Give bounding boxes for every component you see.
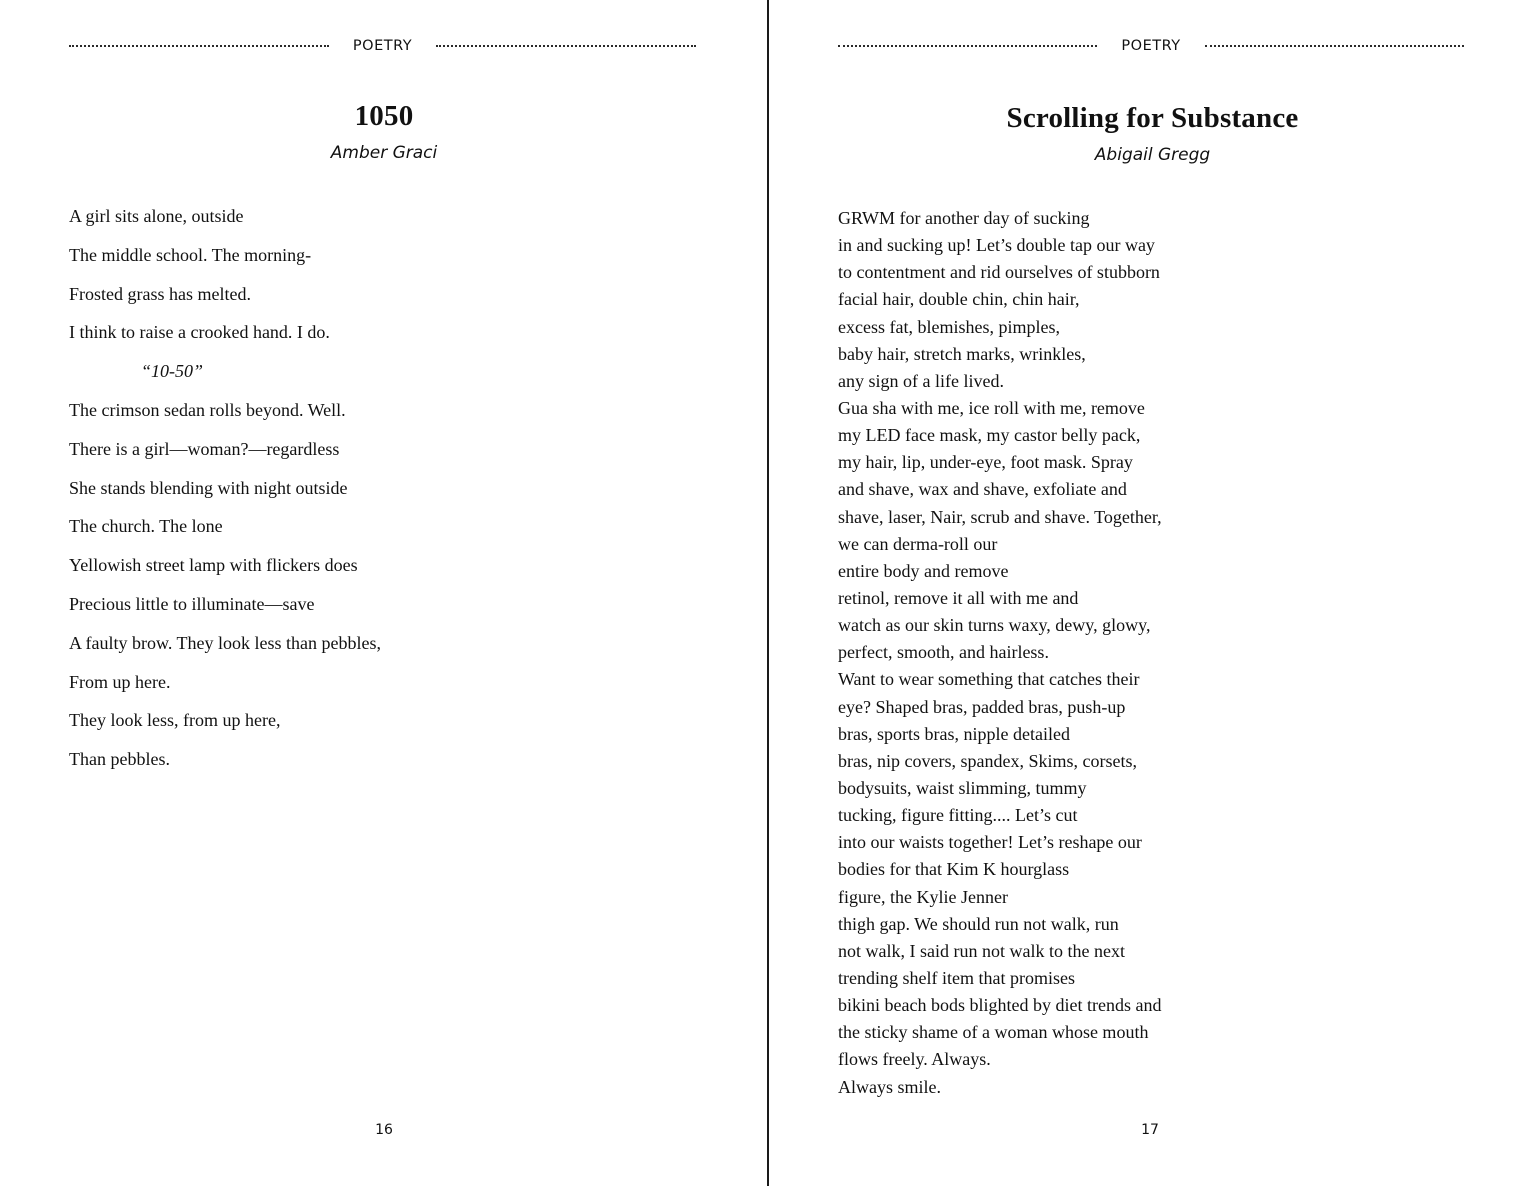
poem-line: into our waists together! Let’s reshape our (838, 832, 1142, 853)
poem-line: my hair, lip, under-eye, foot mask. Spray (838, 452, 1133, 473)
page-number: 16 (375, 1122, 393, 1138)
poem-line: Yellowish street lamp with flickers does (69, 555, 358, 576)
poem-author: Amber Graci (330, 143, 438, 163)
poem-line: Frosted grass has melted. (69, 283, 251, 304)
poem-line: A girl sits alone, outside (69, 206, 244, 226)
poem-line: eye? Shaped bras, padded bras, push-up (838, 696, 1126, 717)
poem-line: the sticky shame of a woman whose mouth (838, 1022, 1149, 1043)
poem-body (69, 203, 381, 785)
poem-line: Precious little to illuminate—save (69, 593, 315, 614)
poem-line: figure, the Kylie Jenner (838, 886, 1008, 907)
poem-line: She stands blending with night outside (69, 477, 348, 498)
running-header (69, 36, 696, 56)
header-dotted-rule (436, 45, 696, 47)
poem-line: Want to wear something that catches their (838, 669, 1140, 690)
poem-line: facial hair, double chin, chin hair, (838, 289, 1080, 310)
poem-line: shave, laser, Nair, scrub and shave. Together, (838, 506, 1162, 527)
poem-line: “10-50” (141, 361, 204, 382)
poem-line: bikini beach bods blighted by diet trends and (838, 995, 1162, 1016)
poem-line: There is a girl—woman?—regardless (69, 438, 340, 459)
poem-line: we can derma-roll our (838, 533, 998, 554)
poem-line: to contentment and rid ourselves of stubborn (838, 262, 1160, 283)
poem-line: not walk, I said run not walk to the next (838, 940, 1125, 961)
poem-line: baby hair, stretch marks, wrinkles, (838, 343, 1086, 364)
poem-title: Scrolling for Substance (1006, 102, 1299, 134)
poem-line: GRWM for another day of sucking (838, 208, 1090, 228)
poem-line: Always smile. (838, 1076, 941, 1097)
poem-line: The church. The lone (69, 516, 223, 537)
poem-line: The crimson sedan rolls beyond. Well. (69, 399, 346, 420)
poem-line: From up here. (69, 671, 171, 692)
poem-line: and shave, wax and shave, exfoliate and (838, 479, 1127, 500)
poem-body (838, 205, 1162, 1101)
poem-line: bras, nip covers, spandex, Skims, corsets, (838, 750, 1137, 771)
header-dotted-rule (69, 45, 329, 47)
poem-author: Abigail Gregg (1094, 145, 1211, 165)
poem-line: any sign of a life lived. (838, 370, 1004, 391)
header-dotted-rule (838, 45, 1097, 47)
poem-line: entire body and remove (838, 560, 1009, 581)
poem-line: thigh gap. We should run not walk, run (838, 913, 1119, 934)
poem-line: retinol, remove it all with me and (838, 587, 1079, 608)
poem-line: bodysuits, waist slimming, tummy (838, 777, 1087, 798)
page-number: 17 (1141, 1122, 1159, 1138)
poem-line: trending shelf item that promises (838, 967, 1075, 988)
section-label: POETRY (1121, 38, 1181, 54)
poem-line: flows freely. Always. (838, 1049, 991, 1070)
poem-line: They look less, from up here, (69, 710, 281, 731)
poem-line: tucking, figure fitting.... Let’s cut (838, 805, 1078, 826)
right-page (769, 0, 1536, 1186)
poem-title: 1050 (354, 100, 414, 132)
poem-line: perfect, smooth, and hairless. (838, 642, 1049, 663)
poem-line: my LED face mask, my castor belly pack, (838, 425, 1141, 446)
poem-line: in and sucking up! Let’s double tap our way (838, 235, 1155, 256)
poem-line: bras, sports bras, nipple detailed (838, 723, 1070, 744)
poem-line: excess fat, blemishes, pimples, (838, 316, 1060, 337)
header-dotted-rule (1205, 45, 1464, 47)
section-label: POETRY (352, 38, 413, 54)
poem-line: A faulty brow. They look less than pebbles, (69, 632, 381, 653)
poem-line: Than pebbles. (69, 749, 170, 770)
running-header (838, 36, 1464, 56)
poem-line: watch as our skin turns waxy, dewy, glowy, (838, 615, 1151, 636)
poem-line: The middle school. The morning- (69, 244, 312, 265)
poem-line: bodies for that Kim K hourglass (838, 859, 1070, 880)
poem-line: Gua sha with me, ice roll with me, remove (838, 397, 1145, 418)
poem-line: I think to raise a crooked hand. I do. (69, 322, 330, 343)
